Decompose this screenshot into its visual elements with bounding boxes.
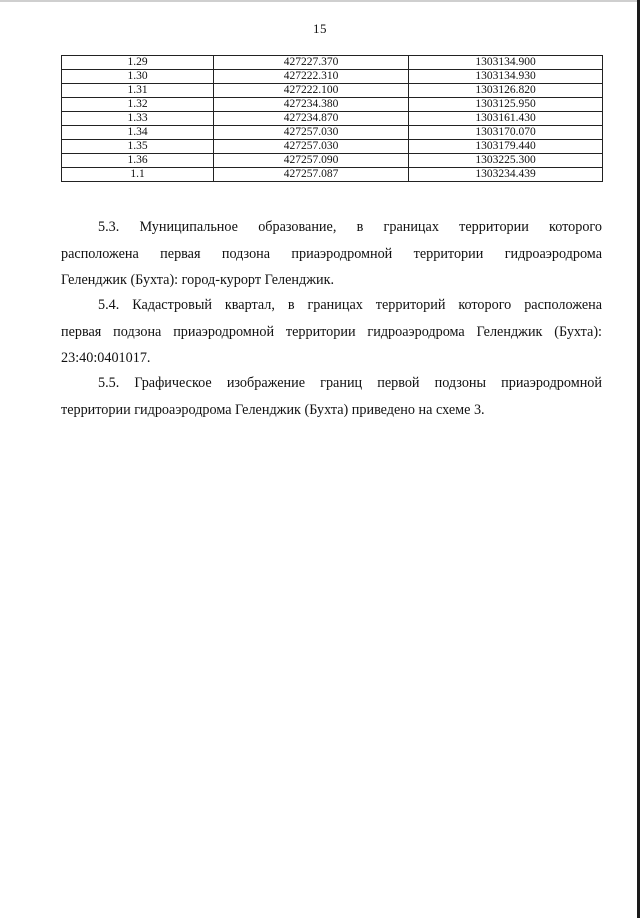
paragraph-line: территории гидроаэродрома Геленджик (Бухта) приведено на схеме 3.	[61, 401, 485, 418]
x-coordinate-cell: 427257.030	[214, 126, 409, 140]
table-row	[62, 112, 603, 126]
table-row	[62, 126, 603, 140]
point-number-cell: 1.30	[62, 70, 214, 84]
point-number-cell: 1.34	[62, 126, 214, 140]
paragraph-line: первая подзона приаэродромной территории гидроаэродрома Геленджик (Бухта):	[61, 323, 602, 340]
x-coordinate-cell: 427234.380	[214, 98, 409, 112]
coordinates-table	[61, 55, 603, 182]
y-coordinate-cell: 1303225.300	[409, 154, 603, 168]
paragraph-5-4	[61, 292, 602, 372]
table-row	[62, 56, 603, 70]
table-row	[62, 98, 603, 112]
y-coordinate-cell: 1303134.900	[409, 56, 603, 70]
table-row	[62, 84, 603, 98]
paragraph-5-5	[61, 370, 602, 423]
paragraph-5-3	[61, 214, 602, 294]
table-row	[62, 140, 603, 154]
x-coordinate-cell: 427257.030	[214, 140, 409, 154]
table-row	[62, 154, 603, 168]
y-coordinate-cell: 1303170.070	[409, 126, 603, 140]
point-number-cell: 1.32	[62, 98, 214, 112]
page-number: 15	[313, 21, 327, 36]
x-coordinate-cell: 427222.100	[214, 84, 409, 98]
y-coordinate-cell: 1303161.430	[409, 112, 603, 126]
y-coordinate-cell: 1303234.439	[409, 168, 603, 182]
x-coordinate-cell: 427227.370	[214, 56, 409, 70]
point-number-cell: 1.35	[62, 140, 214, 154]
table-row	[62, 168, 603, 182]
y-coordinate-cell: 1303125.950	[409, 98, 603, 112]
table-row	[62, 70, 603, 84]
paragraph-line: расположена первая подзона приаэродромной территории гидроаэродрома	[61, 245, 602, 262]
y-coordinate-cell: 1303179.440	[409, 140, 603, 154]
point-number-cell: 1.33	[62, 112, 214, 126]
paragraph-line: 23:40:0401017.	[61, 350, 151, 366]
x-coordinate-cell: 427222.310	[214, 70, 409, 84]
y-coordinate-cell: 1303134.930	[409, 70, 603, 84]
scan-edge-top	[0, 0, 640, 2]
point-number-cell: 1.1	[62, 168, 214, 182]
x-coordinate-cell: 427257.090	[214, 154, 409, 168]
x-coordinate-cell: 427257.087	[214, 168, 409, 182]
y-coordinate-cell: 1303126.820	[409, 84, 603, 98]
paragraph-line: Геленджик (Бухта): город-курорт Геленджик.	[61, 272, 335, 288]
paragraph-line: 5.5. Графическое изображение границ первой подзоны приаэродромной	[98, 375, 602, 391]
point-number-cell: 1.29	[62, 56, 214, 70]
point-number-cell: 1.36	[62, 154, 214, 168]
point-number-cell: 1.31	[62, 84, 214, 98]
paragraph-line: 5.4. Кадастровый квартал, в границах территорий которого расположена	[98, 297, 602, 313]
x-coordinate-cell: 427234.870	[214, 112, 409, 126]
paragraph-line: 5.3. Муниципальное образование, в границах территории которого	[98, 219, 602, 235]
